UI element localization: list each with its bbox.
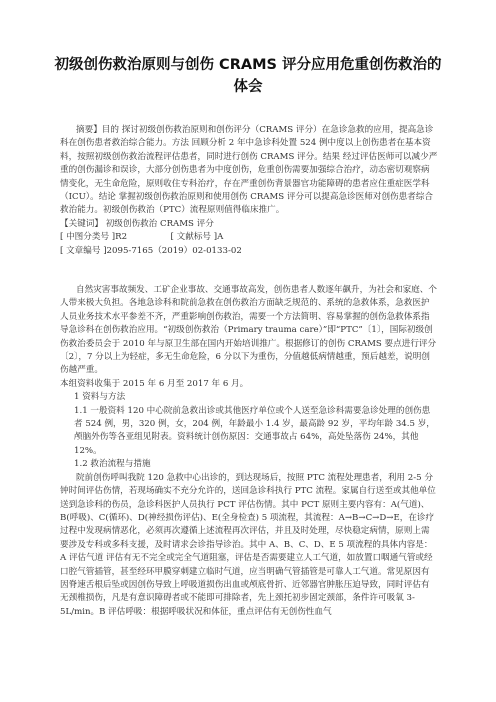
title-line-2: 体会 xyxy=(233,79,263,95)
abstract-text: 摘要】目的 探讨初级创伤救治原则和创伤评分（CRAMS 评分）在急诊急救的应用，提高急诊科在创伤患者救治综合能力。方法 回顾分析 2 年中急诊科处置 524 例中度以上创伤患者在基本资料，按照初级创伤救治流程评估患者，同时进行创伤 CRAMS 评分。结果 经过评估医师可以减少严重的创伤漏诊和误诊，大部分创伤患者为中度创伤，危重创伤需要加强综合治疗，动态密切观察病情变化，无生命危险，原则收住专科治疗，存在严重创伤背景器官功能障碍的患者应住重症医学科（ICU）。结论 掌握初级创伤救治原则和使用创伤 CRAMS 评分可以提高急诊医师对创伤患者综合救治能力。初级创伤救治（PTC）流程原则值得临床推广。 xyxy=(60,125,438,216)
abstract-block xyxy=(60,124,438,258)
procedure-paragraph: 院前创伤呼叫我院 120 急救中心出诊的，到达现场后，按照 PTC 流程处理患者，利用 2-5 分钟时间评估伤情，若现场确实不充分允许的，送回急诊科执行 PTC 流程。家属自行送至或其他单位送到急诊科的伤员，急诊科医护人员执行 PCT 评估伤情。其中 PCT 原则主要内容有：A(气道)、B(呼吸)、C(循环)、D(神经损伤评估)、E(全身检查) 5 项流程，其流程：A→B→C→D→E，在诊疗过程中发现病情恶化，必须再次遵循上述流程再次评估，并且及时处理，尽快稳定病情，原则上需要涉及专科或多科支援，及时请求会诊指导诊治。其中 A、B、C、D、E 5 项流程的具体内容是：A 评估气道 评估有无不完全或完全气道阻塞，评估是否需要建立人工气道，如放置口咽通气管或经口腔气管插管，甚至经环甲膜穿刺建立临时气道，应当明确气管插管是可靠人工气道。常见原因有因脊速舌根后坠或因创伤导致上呼吸道损伤出血或颅底骨折、近邻器官肿胀压迫导致，同时评估有无颈椎损伤，凡是有意识障碍者或不能即可排除者，先上颈托初步固定颈部，条件许可吸氧 3-5L/min。B 评估呼吸：根据呼吸状况和体征，重点评估有无创伤性血气 xyxy=(60,472,436,617)
title-line-1: 初级创伤救治原则与创伤 CRAMS 评分应用危重创伤救治的 xyxy=(54,57,442,73)
paper-title xyxy=(40,54,456,98)
clc-number: [ 中图分类号 ]R2 xyxy=(60,232,128,243)
intro-paragraph: 自然灾害事故频发、工矿企业事故、交通事故高发，创伤患者人数逐年飙升，为社会和家庭、个人带来极大负担。各地急诊科和院前急救在创伤救治方面缺乏规范的、系统的急救体系，急救医护人员业务技术水平参差不齐，严重影响创伤救治，需要一个方法简明、容易掌握的创伤急救体系指导急诊科在创伤救治应用。“初级创伤救治（Primary trauma care）”即“PTC”〔1〕，国际初级创伤救治委员会于 2010 年与原卫生部在国内开始培训推广。根据修订的创伤 CRAMS 要点进行评分〔2〕，7 分以上为轻症，多无生命危险，6 分以下为重伤，分值越低病情越重，预后越差，说明创伤越严重。 xyxy=(60,285,437,376)
article-number: [ 文章编号 ]2095-7165（2019）02-0133-02 xyxy=(60,245,242,256)
body-text xyxy=(60,284,438,619)
classification-line xyxy=(60,231,438,258)
document-code: [ 文献标号 ]A xyxy=(170,232,224,243)
general-data-paragraph: 1.1 一般资料 120 中心院前急救出诊或其他医疗单位或个人送至急诊科需要急诊处理的创伤患者 524 例，男，320 例，女，204 例，年龄最小 1.4 岁，最高龄 92 岁，平均年龄 34.5 岁，颅脑外伤等各亚组见附表。资料统计创伤原因：交通事故占 64%，高处坠落伤 24%，其他 12%。 xyxy=(74,405,435,456)
section-heading-1: 1 资料与方法 xyxy=(74,392,126,403)
keywords-line: 【关键词】 初级创伤救治 CRAMS 评分 xyxy=(60,218,214,229)
data-period-paragraph: 本组资料收集于 2015 年 6 月至 2017 年 6 月。 xyxy=(60,378,249,389)
section-heading-1-2: 1.2 救治流程与措施 xyxy=(74,459,151,470)
